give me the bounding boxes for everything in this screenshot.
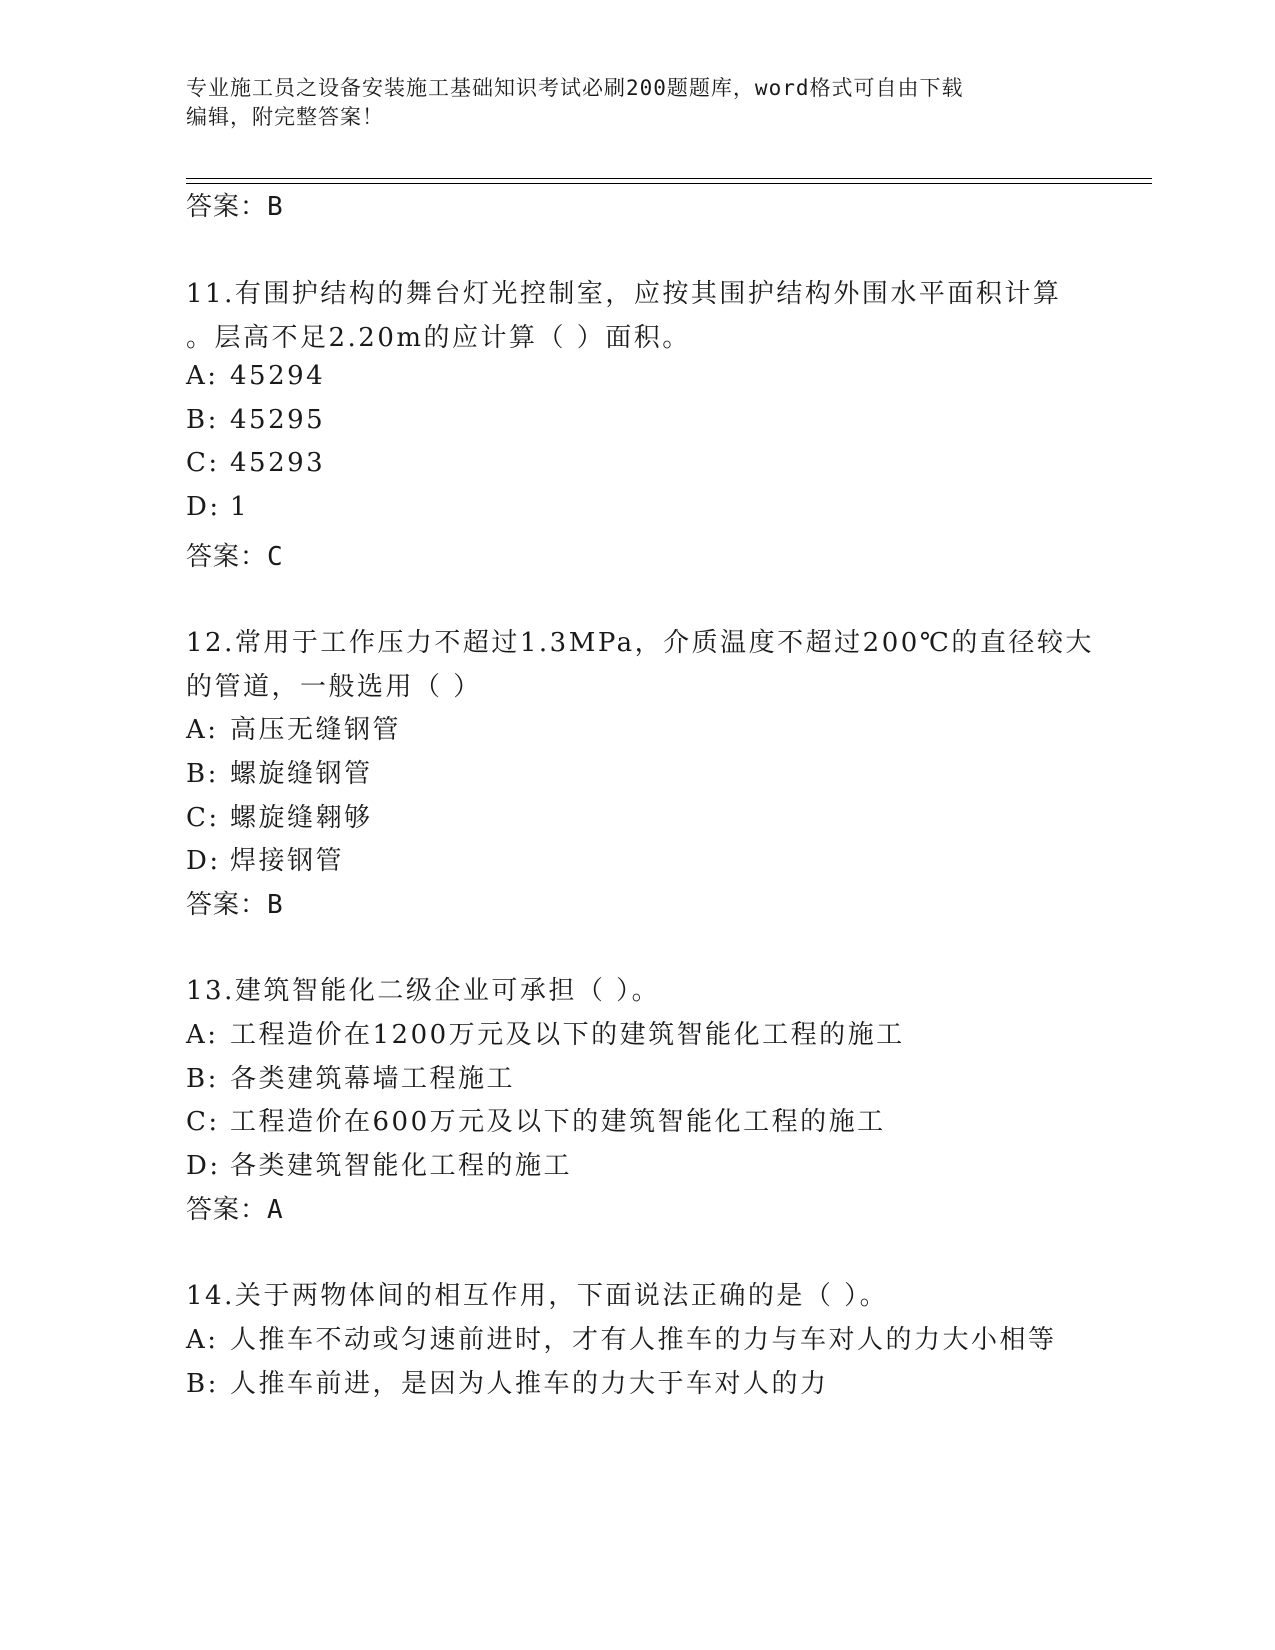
option-letter: B: <box>186 1064 219 1094</box>
answer-line: 答案：B <box>186 890 284 920</box>
header-rule-top <box>186 178 1152 179</box>
option-text: 45294 <box>230 361 326 391</box>
option-item <box>186 405 325 435</box>
option-text: 高压无缝钢管 <box>230 715 402 745</box>
option-letter: C: <box>186 448 220 478</box>
option-text: 各类建筑智能化工程的施工 <box>230 1151 573 1181</box>
option-letter: C: <box>186 803 220 833</box>
option-item <box>186 448 325 478</box>
answer-line: 答案：C <box>186 542 284 572</box>
option-letter: A: <box>186 715 219 745</box>
option-letter: D: <box>186 846 221 876</box>
option-text: 1 <box>230 492 250 522</box>
option-text: 人推车不动或匀速前进时，才有人推车的力与车对人的力大小相等 <box>230 1325 1057 1355</box>
header-rule-bottom <box>186 183 1152 184</box>
answer-line: 答案：B <box>186 192 284 222</box>
option-text: 45295 <box>230 405 326 435</box>
option-text: 工程造价在600万元及以下的建筑智能化工程的施工 <box>230 1107 886 1137</box>
option-letter: D: <box>186 1151 221 1181</box>
option-item <box>186 492 249 522</box>
answer-line: 答案：A <box>186 1195 284 1225</box>
option-item <box>186 1319 1057 1356</box>
option-text: 45293 <box>230 448 326 478</box>
option-text: 工程造价在1200万元及以下的建筑智能化工程的施工 <box>230 1020 905 1050</box>
header-line-2: 编辑，附完整答案！ <box>186 105 384 129</box>
option-item <box>186 797 373 834</box>
header-line-1: 专业施工员之设备安装施工基础知识考试必刷200题题库，word格式可自由下载 <box>186 76 964 100</box>
option-text: 焊接钢管 <box>230 846 345 876</box>
question-text-line: 13.建筑智能化二级企业可承担（ ）。 <box>186 976 661 1006</box>
option-item <box>186 1014 905 1051</box>
option-text: 各类建筑幕墙工程施工 <box>230 1064 516 1094</box>
option-item <box>186 1101 886 1138</box>
option-letter: D: <box>186 492 221 522</box>
option-text: 人推车前进，是因为人推车的力大于车对人的力 <box>230 1369 829 1399</box>
option-letter: A: <box>186 1020 219 1050</box>
option-text: 螺旋缝翱够 <box>230 803 373 833</box>
option-letter: A: <box>186 361 219 391</box>
option-item <box>186 709 401 746</box>
option-text: 螺旋缝钢管 <box>230 759 373 789</box>
question-text-line: 。层高不足2.20m的应计算（ ）面积。 <box>186 323 691 353</box>
option-item <box>186 361 325 391</box>
option-item <box>186 1363 829 1400</box>
question-text-line: 12.常用于工作压力不超过1.3MPa，介质温度不超过200℃的直径较大 <box>186 628 1094 658</box>
option-item <box>186 1058 515 1095</box>
option-item <box>186 753 373 790</box>
option-letter: A: <box>186 1325 219 1355</box>
question-text-line: 14.关于两物体间的相互作用，下面说法正确的是（ ）。 <box>186 1281 889 1311</box>
question-text-line: 的管道，一般选用（ ） <box>186 672 482 702</box>
question-text-line: 11.有围护结构的舞台灯光控制室，应按其围护结构外围水平面积计算 <box>186 279 1062 309</box>
option-letter: C: <box>186 1107 220 1137</box>
option-item <box>186 840 344 877</box>
option-item <box>186 1145 572 1182</box>
option-letter: B: <box>186 405 219 435</box>
option-letter: B: <box>186 759 219 789</box>
option-letter: B: <box>186 1369 219 1399</box>
page-header <box>186 74 1066 132</box>
